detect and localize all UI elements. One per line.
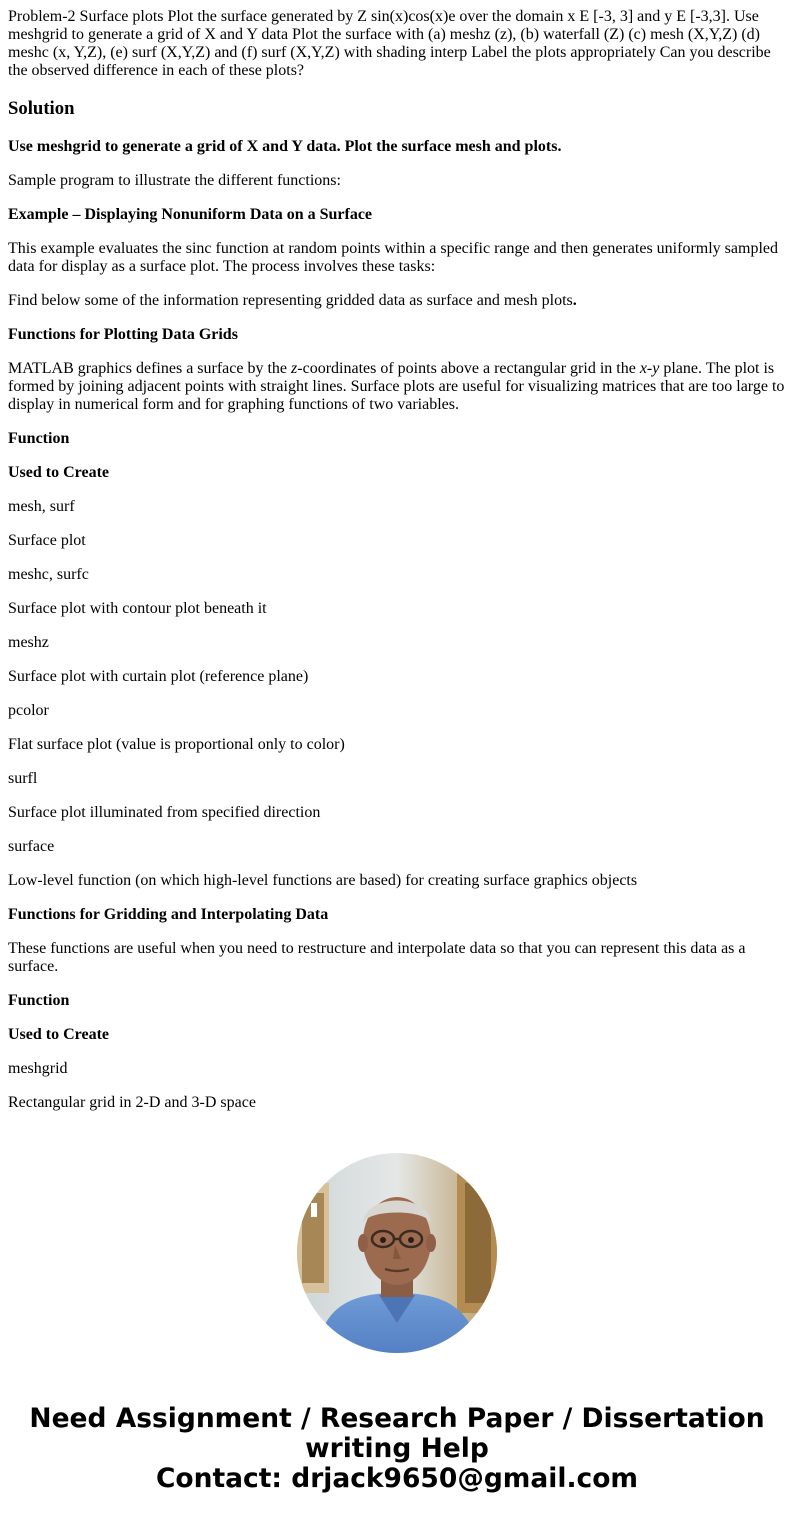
find-below-text xyxy=(8,292,786,310)
matlab-para-part1: MATLAB graphics defines a surface by the xyxy=(8,360,292,377)
table2-row-fn: meshgrid xyxy=(8,1060,68,1077)
table1-function-header: Function xyxy=(8,430,70,447)
author-photo xyxy=(297,1153,497,1353)
matlab-para-z: z xyxy=(291,360,298,377)
gridding-heading: Functions for Gridding and Interpolating Data xyxy=(8,906,329,923)
table1-row-fn: pcolor xyxy=(8,702,49,719)
promo-line-2: writing Help xyxy=(305,1433,489,1464)
table1-row-desc: Flat surface plot (value is proportional only to color) xyxy=(8,736,345,753)
matlab-para-part3: plane. The plot is formed by joining adjacent points with straight lines. Surface plots are useful for visualizing matrices that are too large to display in numerical form and for graphing functions of two variables. xyxy=(8,360,785,413)
contact-email: Contact: drjack9650@gmail.com xyxy=(155,1463,639,1494)
meshgrid-note: Use meshgrid to generate a grid of X and Y data. Plot the surface mesh and plots. xyxy=(8,138,562,155)
example-description: This example evaluates the sinc function at random points within a specific range and then generates uniformly sampled data for display as a surface plot. The process involves these tasks: xyxy=(8,240,778,275)
table2-row-desc: Rectangular grid in 2-D and 3-D space xyxy=(8,1094,256,1111)
table1-used-header: Used to Create xyxy=(8,464,110,481)
table1-row-fn: meshc, surfc xyxy=(8,566,89,583)
table1-row-desc: Surface plot with contour plot beneath it xyxy=(8,600,267,617)
plotting-functions-heading: Functions for Plotting Data Grids xyxy=(8,326,238,343)
table1-row-fn: meshz xyxy=(8,634,49,651)
matlab-para-part2: -coordinates of points above a rectangular grid in the xyxy=(297,360,640,377)
table1-row-desc: Low-level function (on which high-level functions are based) for creating surface graphics objects xyxy=(8,872,638,889)
solution-heading: Solution xyxy=(8,98,75,119)
table2-function-header: Function xyxy=(8,992,70,1009)
table1-row-fn: surfl xyxy=(8,770,38,787)
table1-row-desc: Surface plot illuminated from specified direction xyxy=(8,804,321,821)
table1-row-fn: surface xyxy=(8,838,55,855)
find-below-sentence: Find below some of the information representing gridded data as surface and mesh plots xyxy=(8,292,573,309)
table1-row-desc: Surface plot xyxy=(8,532,86,549)
table2-used-header: Used to Create xyxy=(8,1026,110,1043)
promo-line-1: Need Assignment / Research Paper / Dissertation xyxy=(29,1403,765,1434)
problem-statement: Problem-2 Surface plots Plot the surface generated by Z sin(x)cos(x)e over the domain x E [-3, 3] and y E [-3,3]. Use meshgrid to generate a grid of X and Y data Plot the surface with (a) meshz (z), (b) waterfall (Z) (c) mesh (X,Y,Z) (d) meshc (x, Y,Z), (e) surf (X,Y,Z) and (f) surf (X,Y,Z) with shading interp Label the plots appropriately Can you describe the observed difference in each of these plots? xyxy=(8,8,771,79)
author-avatar xyxy=(297,1153,497,1353)
matlab-para-xy: x-y xyxy=(639,360,660,377)
matlab-surface-paragraph xyxy=(8,360,786,414)
find-below-period: . xyxy=(572,292,577,309)
table1-row-desc: Surface plot with curtain plot (reference plane) xyxy=(8,668,309,685)
sample-program-text: Sample program to illustrate the different functions: xyxy=(8,172,341,189)
gridding-description: These functions are useful when you need to restructure and interpolate data so that you can represent this data as a surface. xyxy=(8,940,746,975)
example-heading: Example – Displaying Nonuniform Data on a Surface xyxy=(8,206,373,223)
promo-footer xyxy=(0,1404,794,1494)
table1-row-fn: mesh, surf xyxy=(8,498,75,515)
